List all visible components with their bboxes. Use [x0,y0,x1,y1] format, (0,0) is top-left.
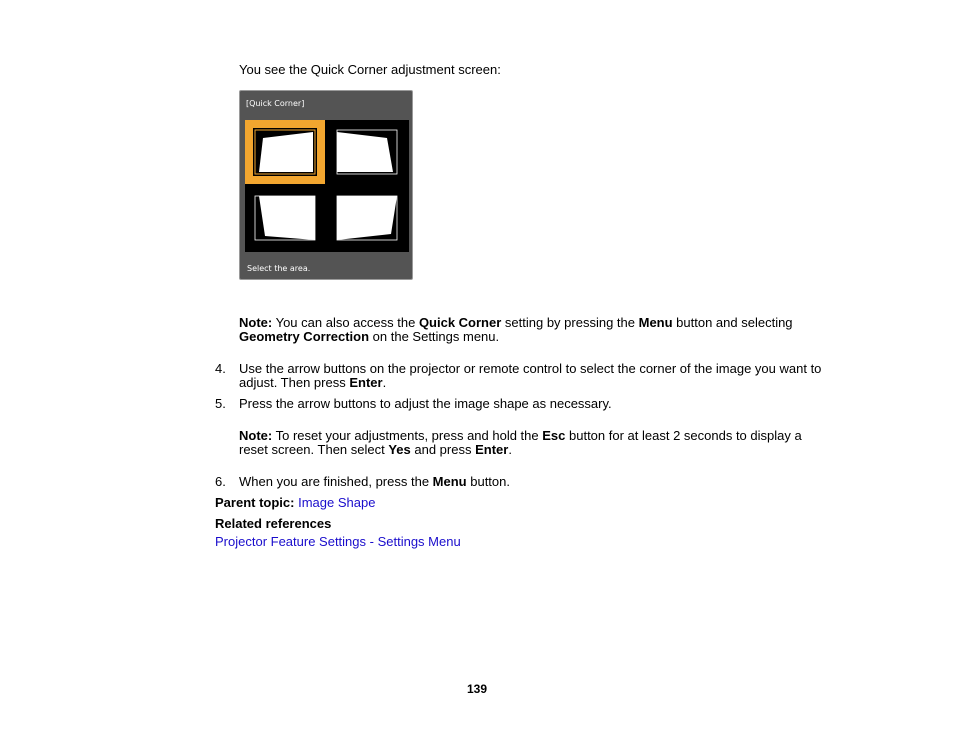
corner-area-bottom-left [245,186,325,250]
step-number: 4. [215,361,226,376]
note-text: on the Settings menu. [369,329,500,344]
step-text-part: Use the arrow buttons on the projector or remote control to select the corner of the image you want to adjust. Then press [239,361,822,390]
step-number: 6. [215,474,226,489]
intro-text: You see the Quick Corner adjustment screen: [239,62,501,77]
parent-topic [215,496,375,510]
step-text: Press the arrow buttons to adjust the image shape as necessary. [239,396,612,411]
parent-topic-label: Parent topic: [215,495,295,510]
note-text: button and selecting [672,315,793,330]
note-text: button for at least 2 seconds to display a reset screen. Then select [239,428,802,457]
note-reset [239,429,829,457]
step-5 [215,397,825,411]
related-reference-link[interactable]: Projector Feature Settings - Settings Menu [215,534,461,549]
corner-area-top-right [327,120,407,184]
note-bold: Geometry Correction [239,329,370,344]
step-bold: Menu [432,474,467,489]
page-number: 139 [466,682,488,696]
corner-area-bottom-right [327,186,407,250]
note-bold: Yes [388,442,411,457]
corner-area-top-left [245,120,325,184]
note-bold: Quick Corner [418,315,502,330]
step-text [239,475,825,489]
quick-corner-grid [245,120,409,252]
step-text-part: . [382,375,387,390]
note-text: setting by pressing the [501,315,639,330]
step-4 [215,362,825,390]
step-text-part: button. [466,474,510,489]
note-label: Note: [239,315,273,330]
note-bold: Enter [475,442,509,457]
note-bold: Esc [542,428,566,443]
related-references-heading: Related references [215,516,332,531]
parent-topic-link[interactable]: Image Shape [298,495,376,510]
step-bold: Enter [349,375,383,390]
note-text: You can also access the [272,315,419,330]
step-6 [215,475,825,489]
quick-corner-title: [Quick Corner] [246,99,305,108]
note-text: To reset your adjustments, press and hold the [272,428,543,443]
step-text [239,362,825,390]
note-quick-corner [239,316,829,344]
step-number: 5. [215,396,226,411]
note-label: Note: [239,428,273,443]
step-text-part: When you are finished, press the [239,474,433,489]
note-text: and press [410,442,476,457]
note-bold: Menu [638,315,673,330]
quick-corner-footer: Select the area. [247,264,311,273]
quick-corner-screen [239,90,413,280]
note-text: . [508,442,512,457]
